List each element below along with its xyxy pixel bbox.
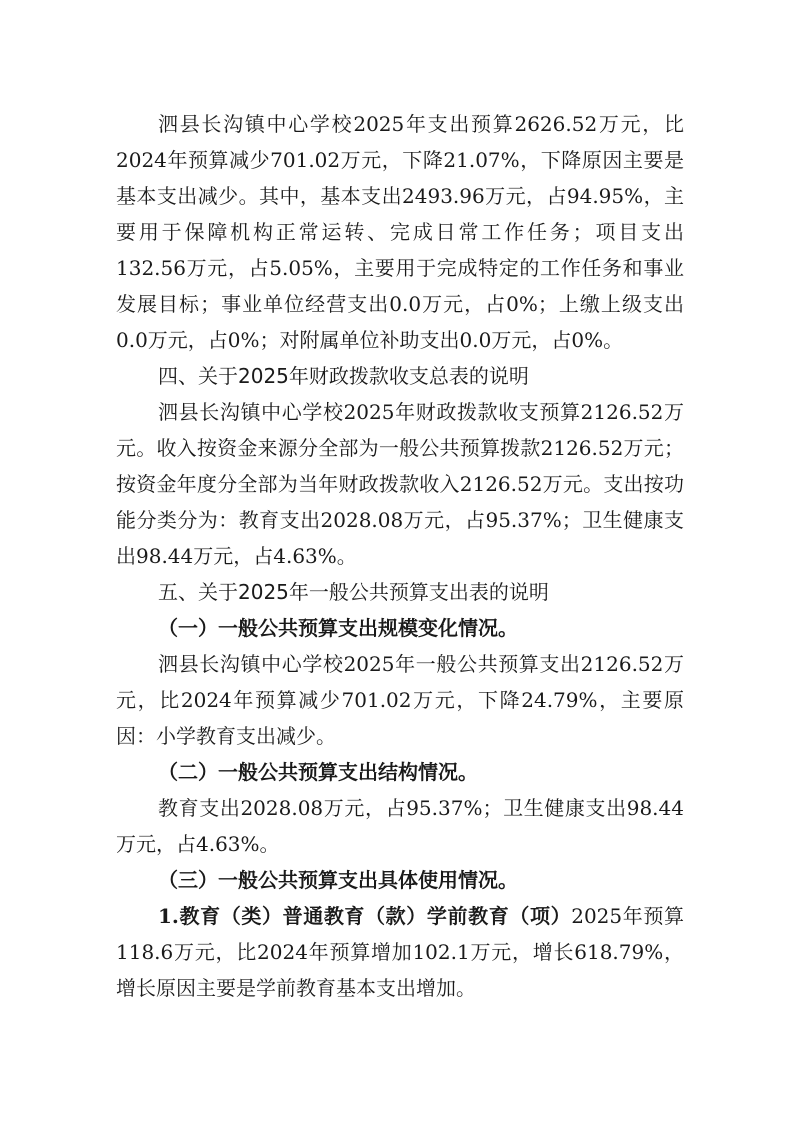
item-title-preschool: 1.教育（类）普通教育（款）学前教育（项） — [158, 904, 572, 928]
paragraph-scale-change: 泗县长沟镇中心学校2025年一般公共预算支出2126.52万元，比2024年预算减少701.02万元，下降24.79%，主要原因：小学教育支出减少。 — [116, 652, 684, 748]
paragraph-preschool-education — [116, 898, 684, 1006]
paragraph-expenditure-budget: 泗县长沟镇中心学校2025年支出预算2626.52万元，比2024年预算减少701.02万元，下降21.07%，下降原因主要是基本支出减少。其中，基本支出2493.96万元，占94.95%，主要用于保障机构正常运转、完成日常工作任务；项目支出132.56万元，占5.05%，主要用于完成特定的工作任务和事业发展目标；事业单位经营支出0.0万元，占0%；上缴上级支出0.0万元，占0%；对附属单位补助支出0.0万元，占0%。 — [116, 112, 684, 352]
item-text-preschool: 2025年预算118.6万元，比2024年预算增加102.1万元，增长618.79%，增长原因主要是学前教育基本支出增加。 — [116, 904, 684, 1000]
section-heading-5: 五、关于2025年一般公共预算支出表的说明 — [158, 580, 549, 604]
subheading-structure: （二）一般公共预算支出结构情况。 — [158, 760, 478, 784]
paragraph-fiscal-appropriation: 泗县长沟镇中心学校2025年财政拨款收支预算2126.52万元。收入按资金来源分全部为一般公共预算拨款2126.52万元；按资金年度分全部为当年财政拨款收入2126.52万元。支出按功能分类分为：教育支出2028.08万元，占95.37%；卫生健康支出98.44万元，占4.63%。 — [116, 400, 684, 568]
subheading-scale-change: （一）一般公共预算支出规模变化情况。 — [158, 616, 518, 640]
paragraph-structure: 教育支出2028.08万元，占95.37%；卫生健康支出98.44万元，占4.63%。 — [116, 796, 684, 856]
section-heading-4: 四、关于2025年财政拨款收支总表的说明 — [158, 364, 529, 388]
subheading-specific-use: （三）一般公共预算支出具体使用情况。 — [158, 868, 518, 892]
document-body — [116, 106, 684, 1006]
